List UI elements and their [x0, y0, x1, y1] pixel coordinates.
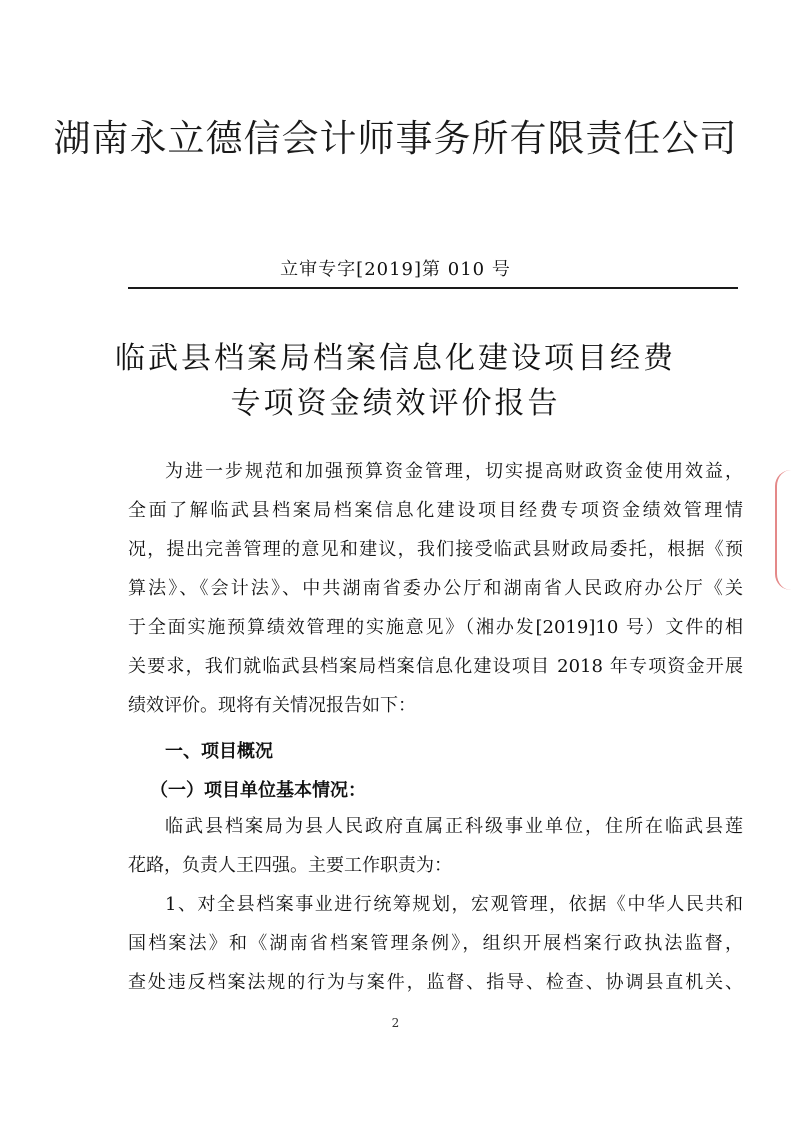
- paragraph-line: 查处违反档案法规的行为与案件，监督、指导、检查、协调县直机关、: [128, 972, 743, 993]
- seal-edge-stamp: [775, 470, 791, 590]
- document-number: 立审专字[2019]第 010 号: [280, 259, 511, 280]
- section-heading: 一、项目概况: [165, 741, 273, 762]
- paragraph-line: 国档案法》和《湖南省档案管理条例》，组织开展档案行政执法监督，: [128, 933, 743, 954]
- paragraph-line: 绩效评价。现将有关情况报告如下：: [128, 695, 416, 716]
- paragraph-line: 况，提出完善管理的意见和建议，我们接受临武县财政局委托，根据《预: [128, 539, 743, 560]
- paragraph-line: 花路，负责人王四强。主要工作职责为：: [128, 855, 452, 876]
- paragraph-line: 1、对全县档案事业进行统筹规划，宏观管理，依据《中华人民共和: [165, 894, 743, 915]
- report-title-line-1: 临武县档案局档案信息化建设项目经费: [115, 341, 676, 376]
- paragraph-line: 为进一步规范和加强预算资金管理，切实提高财政资金使用效益，: [165, 461, 743, 482]
- paragraph-line: 算法》、《会计法》、中共湖南省委办公厅和湖南省人民政府办公厅《关: [128, 578, 743, 599]
- unit-info-paragraph: [128, 807, 743, 885]
- paragraph-line: 全面了解临武县档案局档案信息化建设项目经费专项资金绩效管理情: [128, 500, 743, 521]
- paragraph-line: 于全面实施预算绩效管理的实施意见》（湘办发[2019]10 号）文件的相: [128, 617, 743, 638]
- report-title-line-2: 专项资金绩效评价报告: [230, 386, 561, 421]
- paragraph-line: 临武县档案局为县人民政府直属正科级事业单位，住所在临武县莲: [165, 816, 743, 837]
- duties-paragraph: [128, 885, 743, 1002]
- paragraph-line: 关要求，我们就临武县档案局档案信息化建设项目 2018 年专项资金开展: [128, 656, 743, 677]
- header-rule: [128, 287, 738, 289]
- firm-name: 湖南永立德信会计师事务所有限责任公司: [53, 117, 738, 160]
- section-subheading: （一）项目单位基本情况：: [150, 780, 366, 801]
- page-number: 2: [391, 1016, 400, 1030]
- intro-paragraph: [128, 452, 743, 725]
